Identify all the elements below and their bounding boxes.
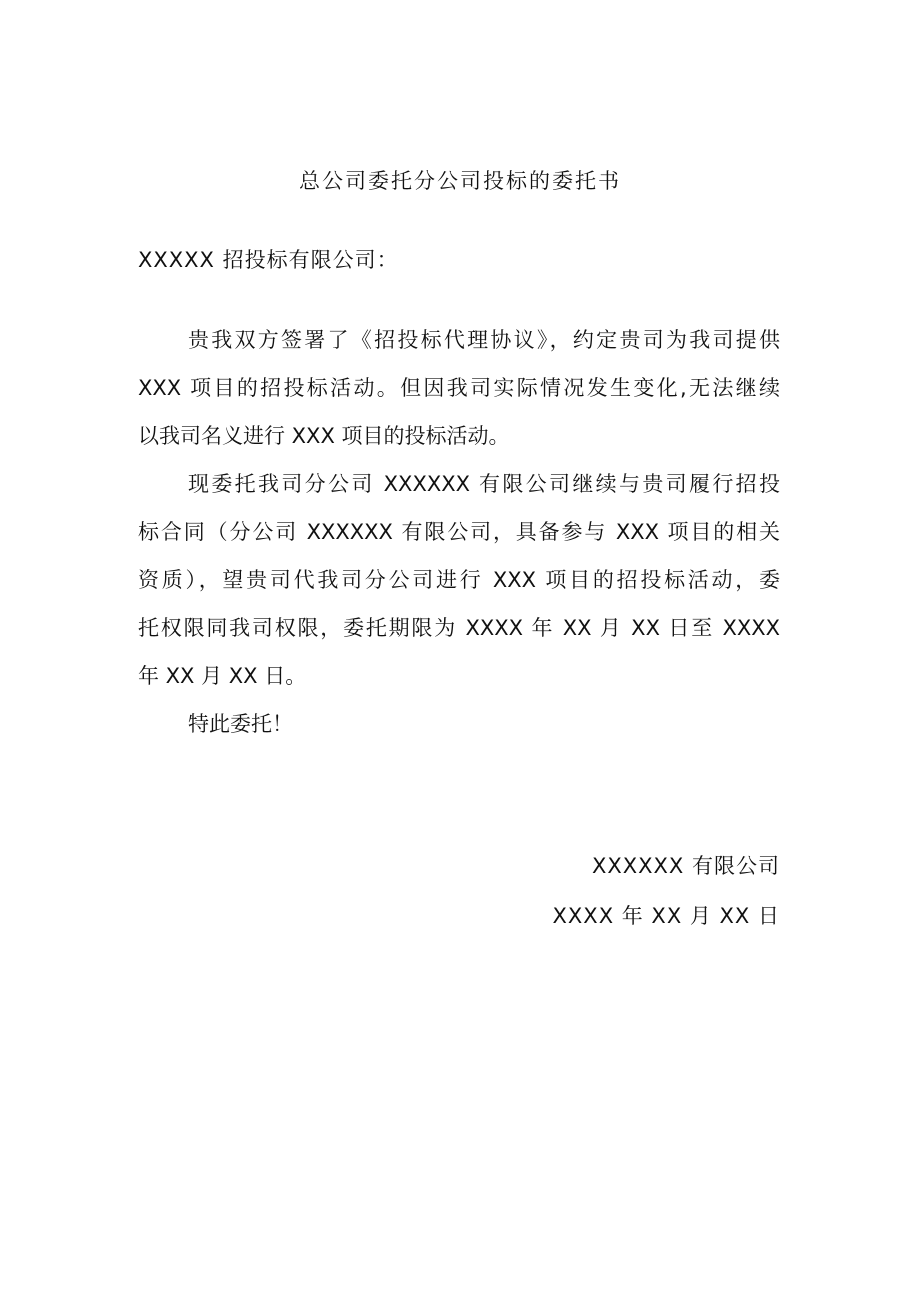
paragraph-2-line-3: 资质），望贵司代我司分公司进行 XXX 项目的招投标活动，委: [138, 568, 780, 592]
signature-date: XXXX 年 XX 月 XX 日: [552, 904, 780, 928]
salutation: XXXXX 招投标有限公司：: [138, 248, 399, 272]
document-body: [138, 316, 780, 748]
paragraph-1-line-3: 以我司名义进行 XXX 项目的投标活动。: [138, 424, 510, 448]
signature-company: XXXXXX 有限公司: [592, 854, 780, 878]
paragraph-2-line-4: 托权限同我司权限，委托期限为 XXXX 年 XX 月 XX 日至 XXXX: [138, 616, 780, 640]
document-title: 总公司委托分公司投标的委托书: [299, 169, 621, 193]
paragraph-2-line-1: 现委托我司分公司 XXXXXX 有限公司继续与贵司履行招投: [188, 472, 780, 496]
paragraph-2-line-5: 年 XX 月 XX 日。: [138, 664, 307, 688]
closing-line: 特此委托！: [188, 712, 293, 736]
paragraph-1-line-1: 贵我双方签署了《招投标代理协议》，约定贵司为我司提供: [188, 328, 780, 352]
paragraph-2: [138, 460, 780, 700]
paragraph-2-line-2: 标合同（分公司 XXXXXX 有限公司，具备参与 XXX 项目的相关: [138, 520, 780, 544]
paragraph-1-line-2: XXX 项目的招投标活动。但因我司实际情况发生变化,无法继续: [138, 376, 780, 400]
paragraph-1: [138, 316, 780, 460]
